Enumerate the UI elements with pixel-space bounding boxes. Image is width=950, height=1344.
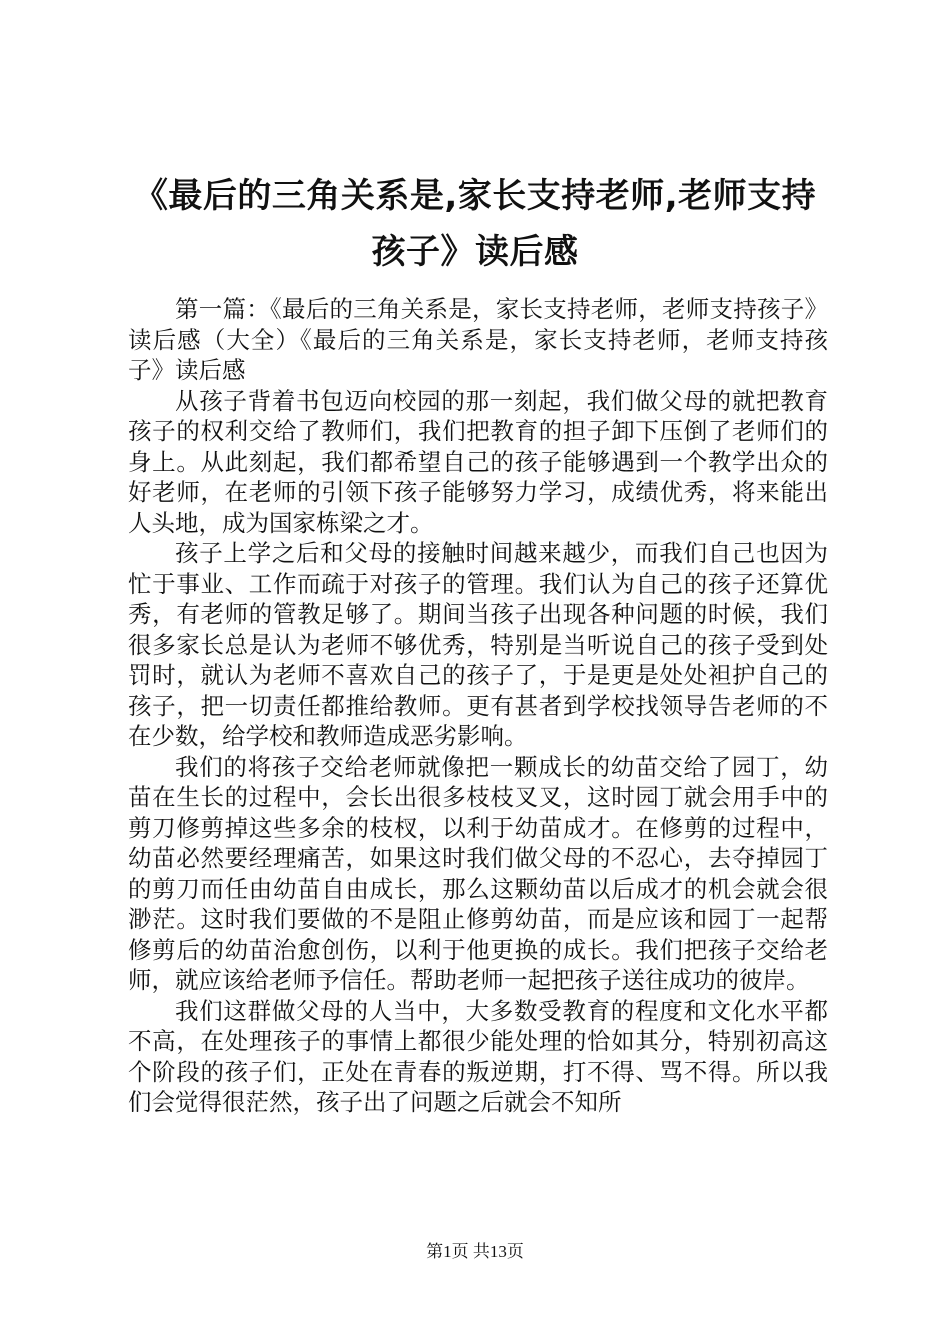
- document-body: [128, 294, 828, 1118]
- title-line-2: 孩子》读后感: [371, 232, 579, 272]
- page-number-footer: 第1页 共13页: [426, 1242, 524, 1261]
- paragraph-5: 我们这群做父母的人当中，大多数受教育的程度和文化水平都不高，在处理孩子的事情上都很少能处理的恰如其分，特别初高这个阶段的孩子们，正处在青春的叛逆期，打不得、骂不得。所以我们会觉得很茫然，孩子出了问题之后就会不知所: [128, 996, 828, 1116]
- paragraph-2: 从孩子背着书包迈向校园的那一刻起，我们做父母的就把教育孩子的权利交给了教师们，我们把教育的担子卸下压倒了老师们的身上。从此刻起，我们都希望自己的孩子能够遇到一个教学出众的好老师，在老师的引领下孩子能够努力学习，成绩优秀，将来能出人头地，成为国家栋梁之才。: [128, 386, 828, 537]
- title-line-1: 《最后的三角关系是,家长支持老师,老师支持: [133, 176, 817, 216]
- paragraph-4: 我们的将孩子交给老师就像把一颗成长的幼苗交给了园丁，幼苗在生长的过程中，会长出很多枝枝叉叉，这时园丁就会用手中的剪刀修剪掉这些多余的枝杈，以利于幼苗成才。在修剪的过程中，幼苗必然要经理痛苦，如果这时我们做父母的不忍心，去夺掉园丁的剪刀而任由幼苗自由成长，那么这颗幼苗以后成才的机会就会很渺茫。这时我们要做的不是阻止修剪幼苗，而是应该和园丁一起帮修剪后的幼苗治愈创伤，以利于他更换的成长。我们把孩子交给老师，就应该给老师予信任。帮助老师一起把孩子送往成功的彼岸。: [128, 752, 828, 994]
- document-title: [120, 168, 830, 280]
- paragraph-1: 第一篇：《最后的三角关系是，家长支持老师，老师支持孩子》读后感（大全）《最后的三角关系是，家长支持老师，老师支持孩子》读后感: [128, 295, 828, 384]
- paragraph-3: 孩子上学之后和父母的接触时间越来越少，而我们自己也因为忙于事业、工作而疏于对孩子的管理。我们认为自己的孩子还算优秀，有老师的管教足够了。期间当孩子出现各种问题的时候，我们很多家长总是认为老师不够优秀，特别是当听说自己的孩子受到处罚时，就认为老师不喜欢自己的孩子了，于是更是处处袒护自己的孩子，把一切责任都推给教师。更有甚者到学校找领导告老师的不在少数，给学校和教师造成恶劣影响。: [128, 539, 828, 750]
